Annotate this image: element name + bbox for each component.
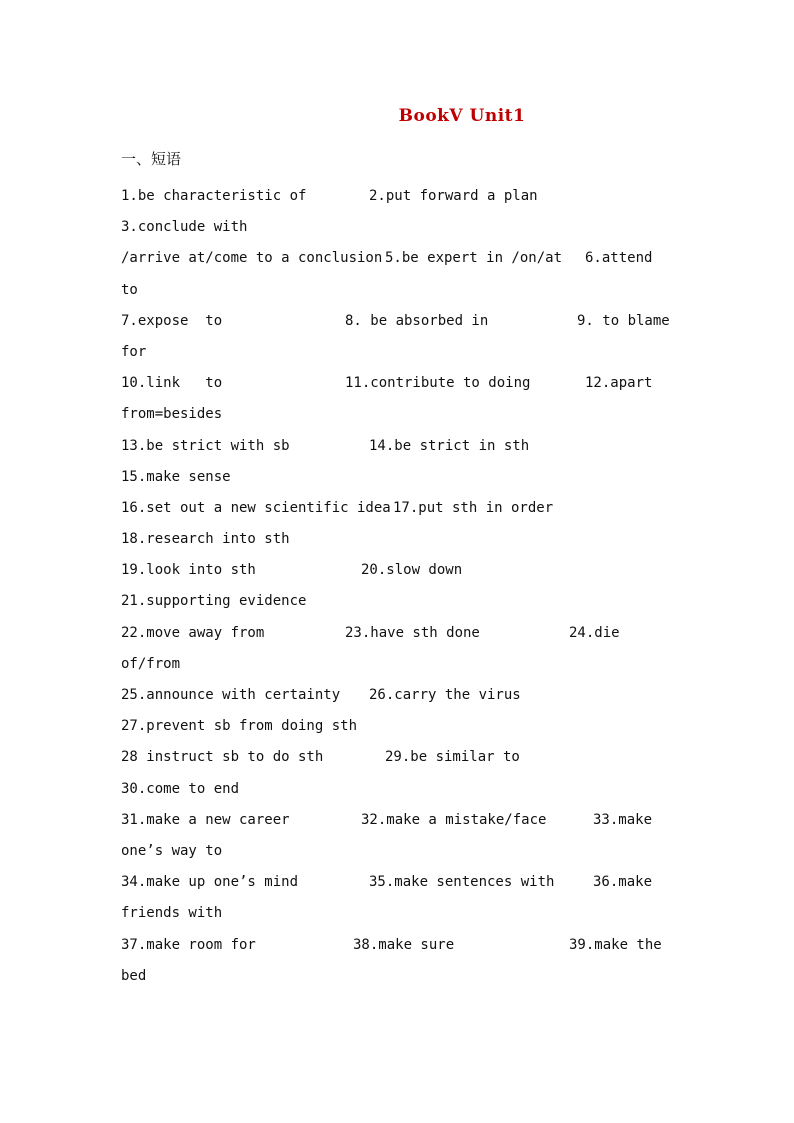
phrase-line	[121, 184, 681, 215]
phrase-line	[121, 964, 681, 995]
phrase-text: 5.be expert in /on/at	[385, 250, 563, 267]
phrase-text: of/from	[121, 655, 181, 672]
phrase-text: 32.make a mistake/face	[361, 811, 547, 828]
phrase-list	[121, 184, 681, 995]
phrase-text: for	[121, 343, 147, 360]
phrase-text: 21.supporting evidence	[121, 593, 307, 610]
phrase-line	[121, 278, 681, 309]
phrase-text: 36.make	[593, 874, 653, 891]
phrase-text: 26.carry the virus	[369, 687, 521, 703]
phrase-line	[121, 309, 681, 340]
phrase-text: 3.conclude with	[121, 219, 248, 236]
phrase-text: 9. to blame	[577, 312, 670, 329]
phrase-text: 16.set out a new scientific idea	[121, 499, 391, 516]
phrase-text: 12.apart	[585, 375, 653, 392]
page-title: BookV Unit1	[398, 106, 526, 126]
phrase-text: from=besides	[121, 406, 223, 423]
phrase-line	[121, 558, 681, 589]
phrase-text: 27.prevent sb from doing sth	[121, 718, 358, 735]
phrase-text: 8. be absorbed in	[345, 312, 489, 329]
phrase-text: 10.link to	[121, 375, 223, 392]
phrase-line	[121, 246, 681, 277]
phrase-text: 39.make the	[569, 936, 662, 953]
phrase-line	[121, 901, 681, 932]
phrase-text: 17.put sth in order	[393, 499, 554, 516]
phrase-text: bed	[121, 967, 147, 984]
phrase-line	[121, 839, 681, 870]
phrase-text: 2.put forward a plan	[369, 188, 538, 204]
phrase-text: 6.attend	[585, 250, 653, 267]
phrase-line	[121, 652, 681, 683]
phrase-text: 28 instruct sb to do sth	[121, 749, 324, 766]
phrase-text: 29.be similar to	[385, 749, 520, 766]
phrase-text: 15.make sense	[121, 468, 231, 485]
phrase-text: one’s way to	[121, 842, 223, 859]
phrase-text: 38.make sure	[353, 936, 455, 953]
phrase-text: 25.announce with certainty	[121, 687, 341, 703]
phrase-line	[121, 714, 681, 745]
phrase-text: /arrive at/come to a conclusion	[121, 250, 383, 267]
phrase-text: 37.make room for	[121, 936, 256, 953]
phrase-text: 7.expose to	[121, 312, 223, 329]
phrase-line	[121, 933, 681, 964]
phrase-text: 31.make a new career	[121, 811, 290, 828]
phrase-line	[121, 340, 681, 371]
phrase-text: 1.be characteristic of	[121, 188, 307, 204]
phrase-text: 20.slow down	[361, 562, 463, 579]
phrase-line	[121, 527, 681, 558]
phrase-line	[121, 808, 681, 839]
phrase-text: 33.make	[593, 811, 653, 828]
section-heading: 一、短语	[121, 150, 182, 168]
phrase-text: 30.come to end	[121, 780, 240, 797]
phrase-line	[121, 402, 681, 433]
phrase-line	[121, 496, 681, 527]
phrase-line	[121, 621, 681, 652]
phrase-line	[121, 434, 681, 465]
phrase-text: to	[121, 281, 138, 298]
phrase-text: 24.die	[569, 624, 620, 641]
phrase-line	[121, 870, 681, 901]
phrase-text: 22.move away from	[121, 624, 265, 641]
phrase-line	[121, 683, 681, 714]
phrase-line	[121, 589, 681, 620]
phrase-text: 35.make sentences with	[369, 874, 555, 891]
phrase-text: 13.be strict with sb	[121, 437, 290, 454]
phrase-line	[121, 777, 681, 808]
phrase-text: friends with	[121, 905, 223, 922]
phrase-line	[121, 215, 681, 246]
phrase-line	[121, 465, 681, 496]
phrase-text: 19.look into sth	[121, 562, 256, 579]
phrase-text: 14.be strict in sth	[369, 437, 530, 454]
phrase-text: 34.make up one’s mind	[121, 874, 299, 891]
phrase-text: 11.contribute to doing	[345, 375, 531, 392]
phrase-line	[121, 371, 681, 402]
phrase-line	[121, 745, 681, 776]
phrase-text: 23.have sth done	[345, 624, 480, 641]
phrase-text: 18.research into sth	[121, 531, 290, 548]
